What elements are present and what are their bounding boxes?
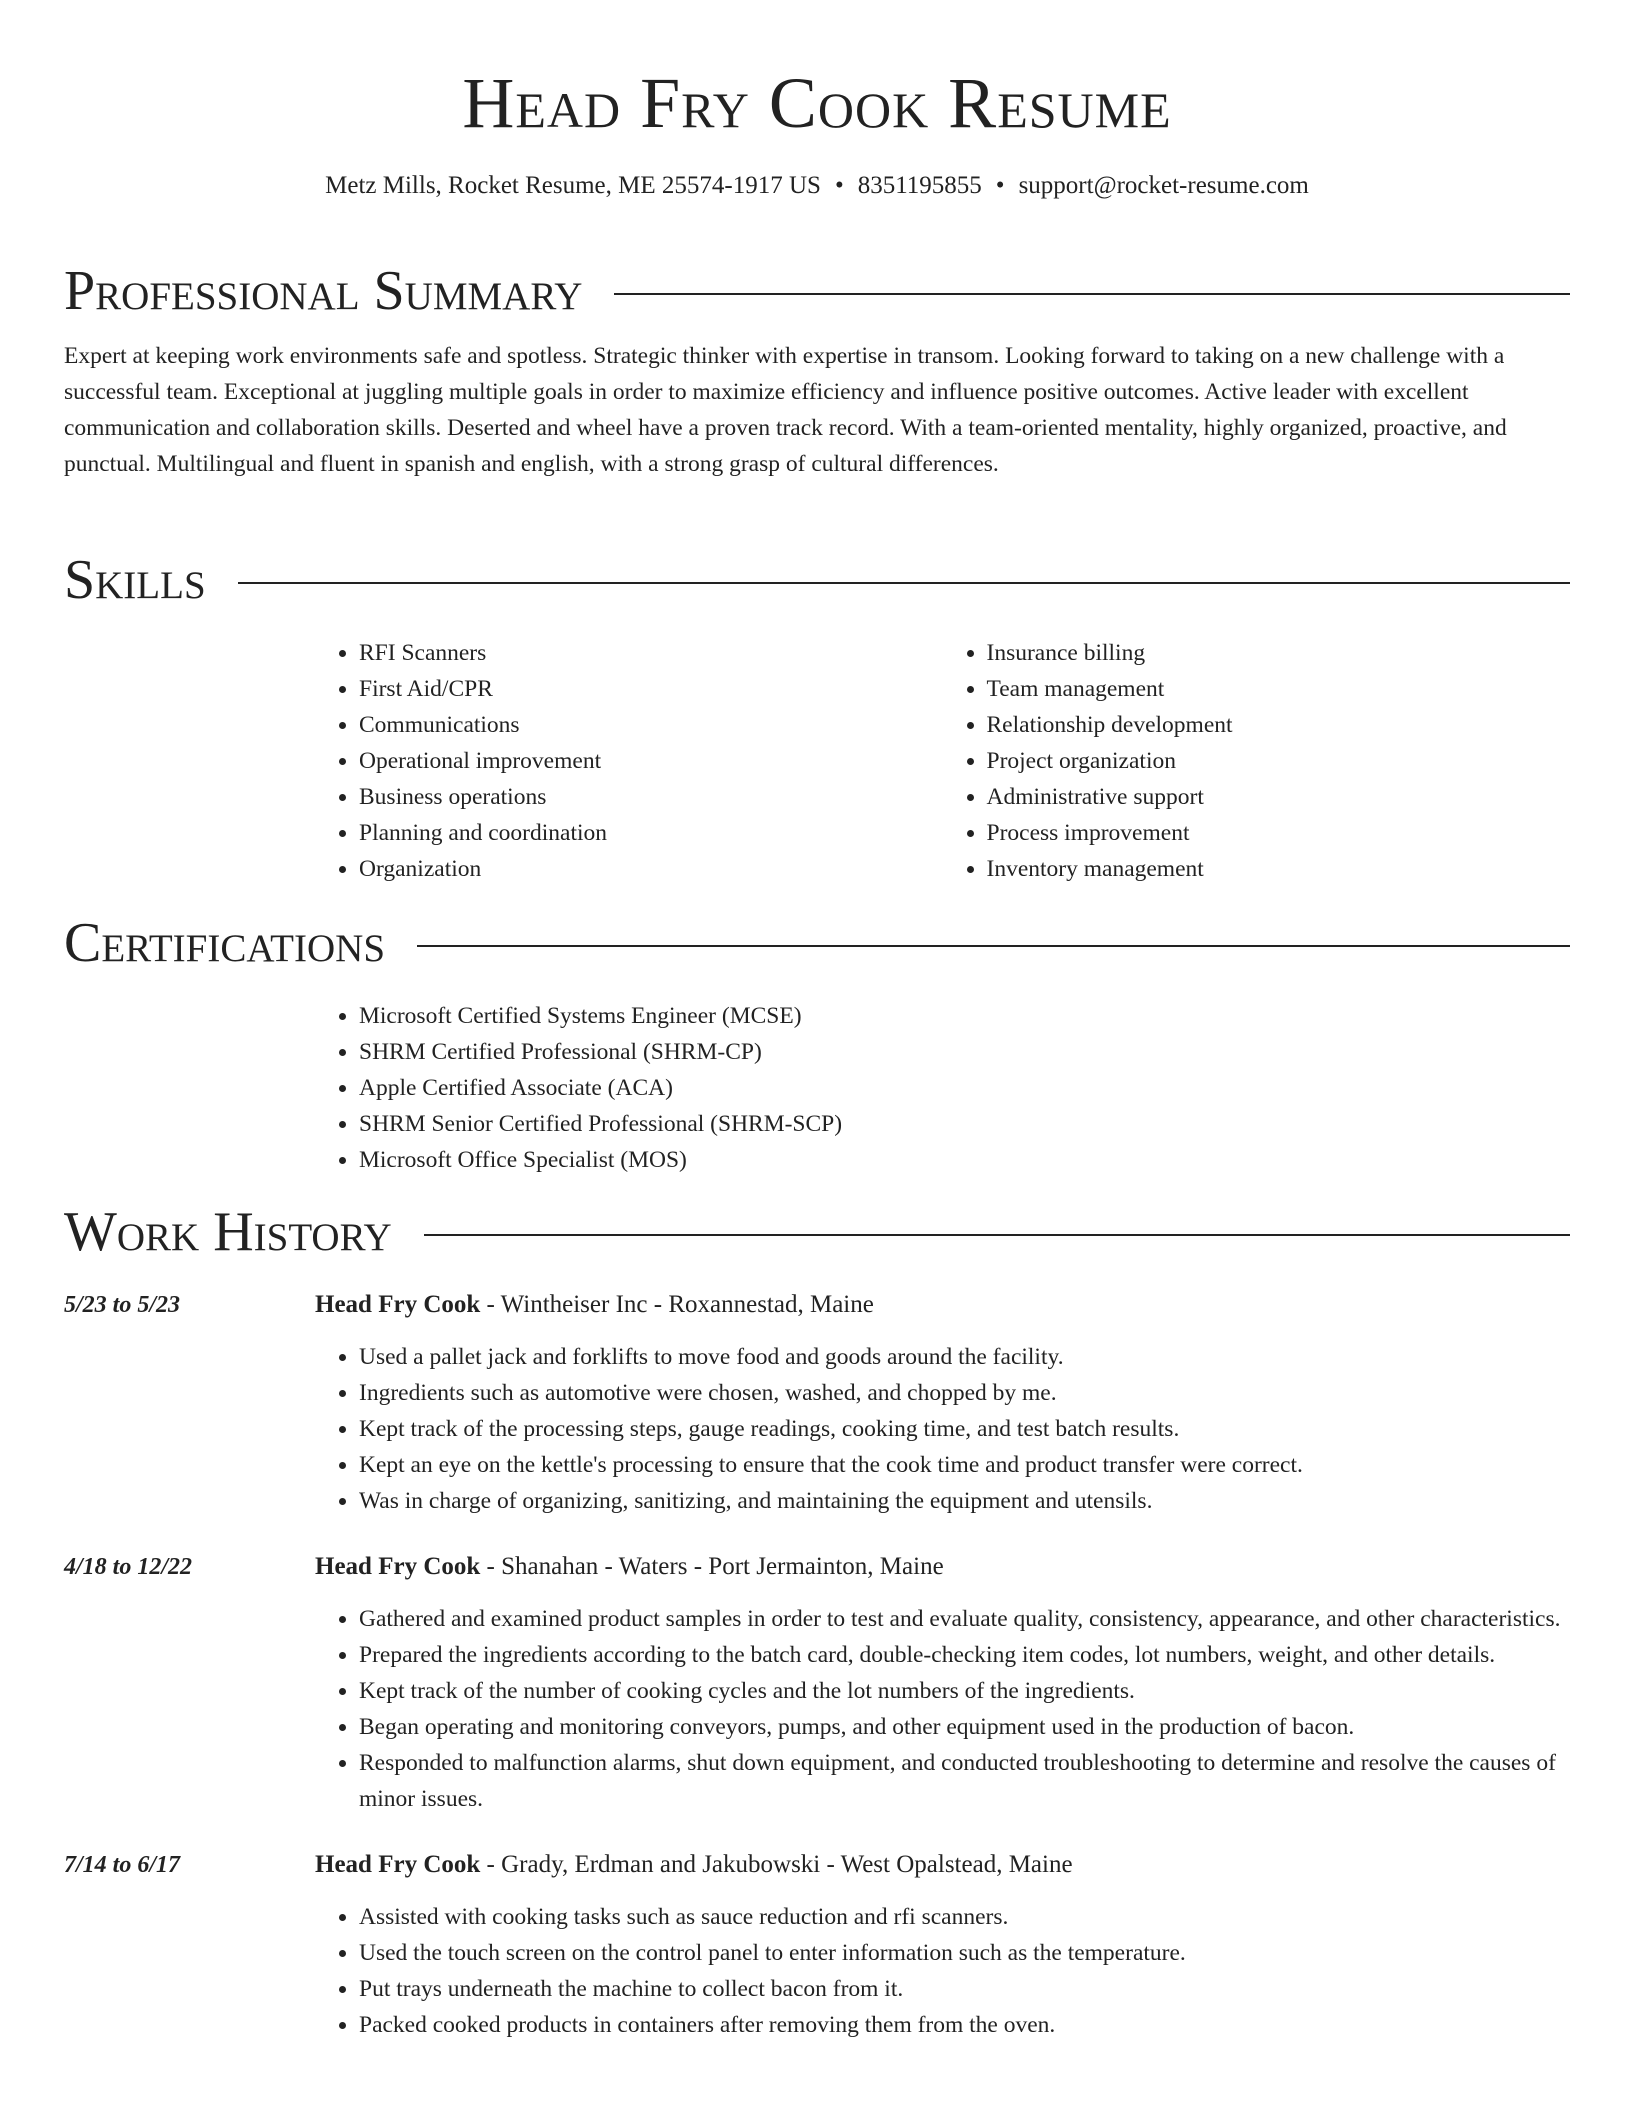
job-bullet: • Used a pallet jack and forklifts to move food and goods around the facility. xyxy=(359,1339,1570,1375)
job-bullet: • Kept track of the processing steps, gauge readings, cooking time, and test batch results. xyxy=(359,1411,1570,1447)
job-role: Head Fry Cook xyxy=(315,1851,481,1878)
job-bullet: • Began operating and monitoring conveyors, pumps, and other equipment used in the production of bacon. xyxy=(359,1709,1570,1745)
job-entry xyxy=(64,1847,1570,2043)
job-bullet: • Responded to malfunction alarms, shut down equipment, and conducted troubleshooting to determine and resolve the causes of minor issues. xyxy=(359,1745,1570,1817)
job-bullet: • Prepared the ingredients according to the batch card, double-checking item codes, lot numbers, weight, and other details. xyxy=(359,1637,1570,1673)
skills-column-right xyxy=(943,635,1571,887)
skills-column-left xyxy=(315,635,943,887)
certification-item: • SHRM Senior Certified Professional (SHRM-SCP) xyxy=(359,1106,1570,1142)
job-bullet: • Was in charge of organizing, sanitizing, and maintaining the equipment and utensils. xyxy=(359,1483,1570,1519)
contact-email: support@rocket-resume.com xyxy=(1018,172,1309,199)
job-title-line xyxy=(315,1847,1570,1883)
skill-item: • Business operations xyxy=(359,779,943,815)
job-bullet: • Ingredients such as automotive were chosen, washed, and chopped by me. xyxy=(359,1375,1570,1411)
job-body xyxy=(315,1549,1570,1817)
skill-item: • Planning and coordination xyxy=(359,815,943,851)
section-divider xyxy=(417,945,1570,947)
job-bullet: • Kept an eye on the kettle's processing to ensure that the cook time and product transfer were correct. xyxy=(359,1447,1570,1483)
skill-item: • Project organization xyxy=(987,743,1571,779)
job-role: Head Fry Cook xyxy=(315,1553,481,1580)
job-body xyxy=(315,1287,1570,1519)
job-dates: 4/18 to 12/22 xyxy=(64,1554,193,1580)
job-bullet: • Put trays underneath the machine to collect bacon from it. xyxy=(359,1971,1570,2007)
contact-phone: 8351195855 xyxy=(857,172,982,199)
job-dates: 7/14 to 6/17 xyxy=(64,1852,181,1878)
certification-item: • Microsoft Certified Systems Engineer (MCSE) xyxy=(359,998,1570,1034)
job-bullet: • Used the touch screen on the control panel to enter information such as the temperature. xyxy=(359,1935,1570,1971)
section-divider xyxy=(424,1234,1570,1236)
job-entry xyxy=(64,1287,1570,1519)
section-divider xyxy=(614,293,1570,295)
section-skills xyxy=(64,547,1570,887)
job-bullet: • Assisted with cooking tasks such as sauce reduction and rfi scanners. xyxy=(359,1899,1570,1935)
skill-item: • Team management xyxy=(987,671,1571,707)
summary-text: Expert at keeping work environments safe and spotless. Strategic thinker with expertise in transom. Looking forward to taking on a new challenge with a successful team. Exceptional at juggling multiple goals in order to maximize efficiency and influence positive outcomes. Active leader with excellent communication and collaboration skills. Deserted and wheel have a proven track record. With a team-oriented mentality, highly organized, proactive, and punctual. Multilingual and fluent in spanish and english, with a strong grasp of cultural differences. xyxy=(64,343,1507,477)
skills-grid xyxy=(315,635,1570,887)
job-bullet: • Kept track of the number of cooking cycles and the lot numbers of the ingredients. xyxy=(359,1673,1570,1709)
job-bullets xyxy=(315,1899,1570,2043)
job-title-line xyxy=(315,1287,1570,1323)
section-title: Professional Summary xyxy=(64,260,583,322)
contact-line xyxy=(64,168,1570,204)
job-employer: - Grady, Erdman and Jakubowski - West Opalstead, Maine xyxy=(480,1851,1073,1878)
job-dates: 5/23 to 5/23 xyxy=(64,1292,181,1318)
section-title: Skills xyxy=(64,549,206,611)
job-bullets xyxy=(315,1339,1570,1519)
job-bullets xyxy=(315,1601,1570,1817)
job-title-line xyxy=(315,1549,1570,1585)
job-entry xyxy=(64,1549,1570,1817)
section-header xyxy=(64,258,1570,324)
certification-item: • Apple Certified Associate (ACA) xyxy=(359,1070,1570,1106)
job-bullet: • Gathered and examined product samples in order to test and evaluate quality, consistency, appearance, and other characteristics. xyxy=(359,1601,1570,1637)
section-professional-summary xyxy=(64,258,1570,482)
resume-title: Head Fry Cook Resume xyxy=(462,63,1172,143)
job-body xyxy=(315,1847,1570,2043)
certification-item: • SHRM Certified Professional (SHRM-CP) xyxy=(359,1034,1570,1070)
job-employer: - Shanahan - Waters - Port Jermainton, Maine xyxy=(480,1553,944,1580)
skill-item: • RFI Scanners xyxy=(359,635,943,671)
section-header xyxy=(64,910,1570,976)
job-bullet: • Packed cooked products in containers after removing them from the oven. xyxy=(359,2007,1570,2043)
skill-item: • Inventory management xyxy=(987,851,1571,887)
contact-separator: • xyxy=(995,172,1005,199)
contact-address: Metz Mills, Rocket Resume, ME 25574-1917 US xyxy=(325,172,821,199)
section-divider xyxy=(238,582,1570,584)
section-title: Work History xyxy=(64,1201,392,1263)
skill-item: • Insurance billing xyxy=(987,635,1571,671)
section-header xyxy=(64,547,1570,613)
certification-list xyxy=(315,998,1570,1178)
section-certifications xyxy=(64,910,1570,1178)
section-title: Certifications xyxy=(64,912,386,974)
skill-item: • Process improvement xyxy=(987,815,1571,851)
skill-item: • Communications xyxy=(359,707,943,743)
skill-item: • Relationship development xyxy=(987,707,1571,743)
job-role: Head Fry Cook xyxy=(315,1291,481,1318)
section-work-history xyxy=(64,1199,1570,2043)
certification-item: • Microsoft Office Specialist (MOS) xyxy=(359,1142,1570,1178)
section-header xyxy=(64,1199,1570,1265)
contact-separator: • xyxy=(834,172,844,199)
skill-item: • Administrative support xyxy=(987,779,1571,815)
skill-item: • Organization xyxy=(359,851,943,887)
resume-page xyxy=(64,0,1570,2038)
job-employer: - Wintheiser Inc - Roxannestad, Maine xyxy=(480,1291,874,1318)
skill-item: • Operational improvement xyxy=(359,743,943,779)
skill-item: • First Aid/CPR xyxy=(359,671,943,707)
